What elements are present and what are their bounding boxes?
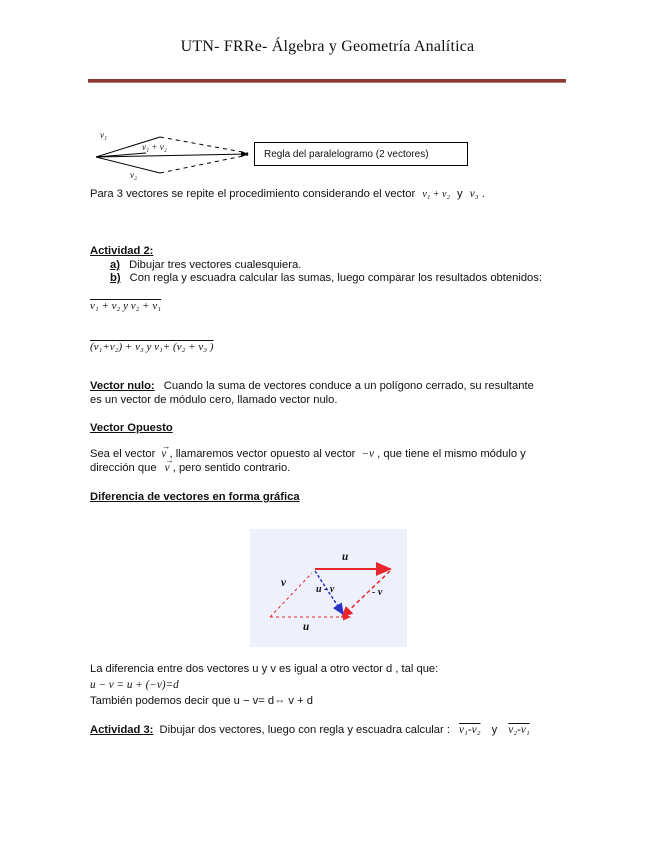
vector-nulo-line2: es un vector de módulo cero, llamado vector nulo. [90, 394, 338, 406]
opuesto-vec-v: → v [161, 447, 166, 461]
opuesto-text-a: Sea el vector [90, 448, 156, 460]
opuesto-text-e: , pero sentido contrario. [172, 462, 291, 474]
item-b-text: Con regla y escuadra calcular las sumas, luego comparar los resultados obtenidos: [129, 272, 542, 284]
fig-v-label: v [281, 577, 286, 589]
diferencia-line2: u − v = u + (−v)=d [90, 679, 179, 691]
para1-vec3: v₃ [469, 188, 479, 200]
actividad3-text: Dibujar dos vectores, luego con regla y escuadra calcular : [159, 724, 450, 736]
vector-nulo-text1: Cuando la suma de vectores conduce a un polígono cerrado, su resultante [163, 380, 534, 392]
actividad3-formula2: v₂-v₁ [508, 724, 530, 736]
v2-arrow [96, 157, 160, 173]
actividad2-item-a [110, 258, 301, 272]
actividad2-item-b [110, 271, 542, 285]
vector-nulo-title: Vector nulo: [90, 380, 155, 392]
fig-neg-v-label: - v [372, 587, 383, 598]
diferencia-line1: La diferencia entre dos vectores u y v es igual a otro vector d , tal que: [90, 663, 439, 675]
formula-associative: (v₁+v₂) + v₃ y v₁+ (v₂ + v₃ ) [90, 341, 214, 353]
diferencia-title: Diferencia de vectores en forma gráfica [90, 491, 300, 503]
vector-opuesto-title: Vector Opuesto [90, 422, 173, 434]
actividad3-line [90, 723, 530, 737]
actividad3-formula1: v₁-v₂ [459, 724, 481, 736]
para1-connector: y [457, 188, 463, 200]
fig1-v2-label: v₂ [130, 170, 138, 180]
opuesto-text-d: dirección que [90, 462, 157, 474]
para-three-vectors [90, 187, 485, 202]
para1-end: . [481, 188, 485, 200]
vector-nulo-line1 [90, 379, 534, 393]
parallelogram-figure [88, 125, 258, 183]
opuesto-text-b: , llamaremos vector opuesto al vector [169, 448, 356, 460]
actividad3-connector: y [491, 724, 498, 736]
fig1-sum-label: v₁ + v₂ [142, 142, 167, 152]
item-a-text: Dibujar tres vectores cualesquiera. [129, 259, 302, 271]
rule-label-box: Regla del paralelogramo (2 vectores) [254, 142, 468, 166]
actividad2-title: Actividad 2: [90, 245, 154, 257]
fig-u-bottom-label: u [303, 621, 310, 633]
vector-opuesto-line2 [90, 461, 290, 475]
vector-opuesto-line1 [90, 447, 526, 461]
formula-commutative: v₁ + v₂ y v₂ + v₁ [90, 300, 162, 312]
opuesto-vec-v2: → v [165, 461, 170, 475]
fig1-v1-label: v₁ [100, 130, 108, 140]
item-a-marker: a) [110, 259, 120, 271]
para1-text: Para 3 vectores se repite el procedimiento considerando el vector [90, 188, 416, 200]
actividad3-title: Actividad 3: [90, 724, 154, 736]
fig-u-minus-v-label: u - v [316, 584, 335, 595]
page-header-title: UTN- FRRe- Álgebra y Geometría Analítica [180, 38, 475, 55]
header-divider [88, 79, 566, 82]
item-b-marker: b) [110, 272, 121, 284]
opuesto-text-c: , que tiene el mismo módulo y [377, 448, 526, 460]
opuesto-vec-neg-v: −v [361, 448, 375, 460]
diferencia-line3: También podemos decir que u − v= d⇔ v + d [90, 695, 313, 707]
fig-u-top-label: u [342, 551, 349, 563]
para1-vec-sum: v₁ + v₂ [422, 189, 450, 200]
